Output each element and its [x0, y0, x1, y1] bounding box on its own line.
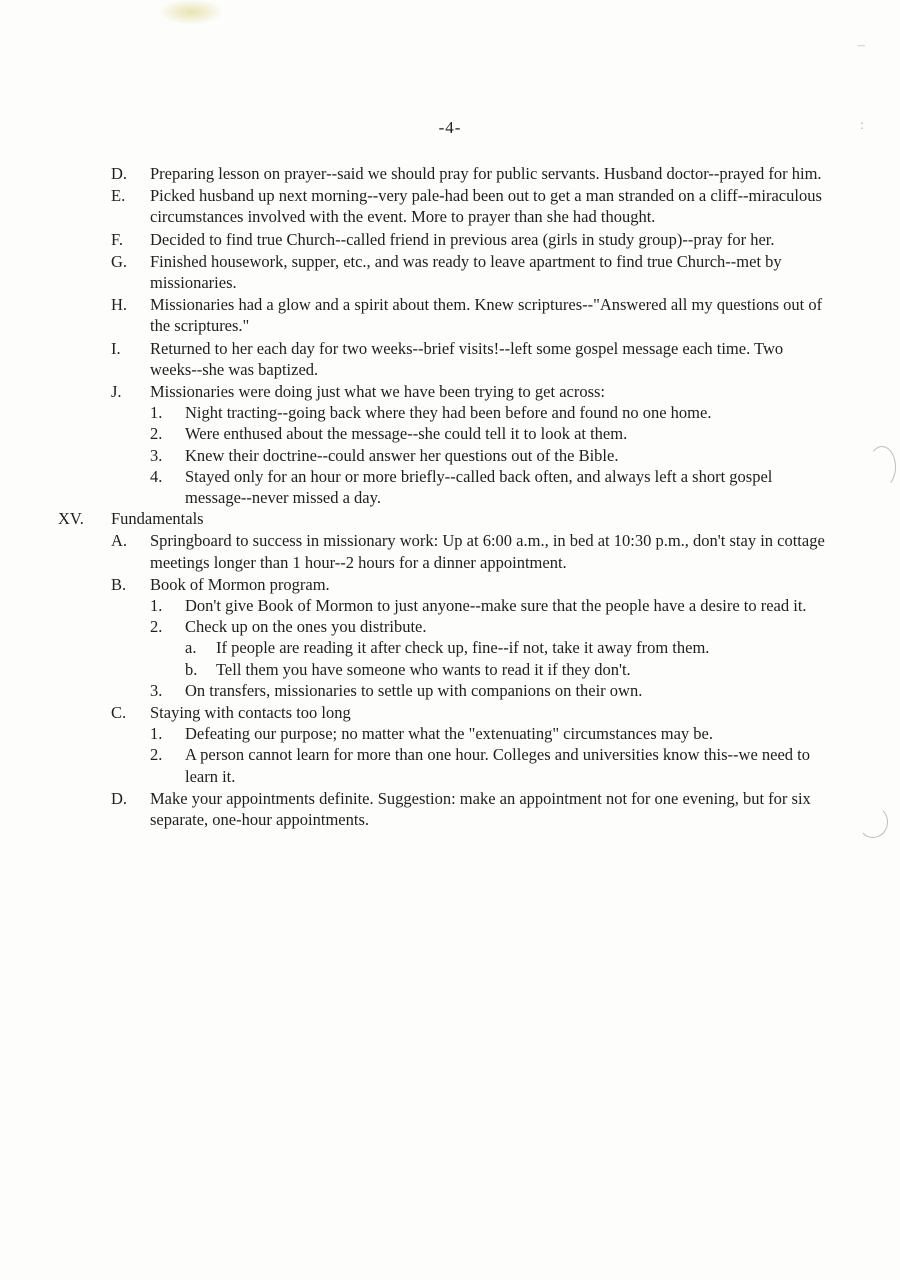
- item-label: 2.: [150, 745, 163, 765]
- outline-item: [0, 723, 900, 744]
- item-text: A person cannot learn for more than one hour. Colleges and universities know this--we need to learn it.: [185, 745, 811, 786]
- outline-item: [0, 185, 900, 227]
- outline-body: [0, 162, 900, 830]
- outline-item: [0, 466, 900, 508]
- item-label: 2.: [150, 617, 163, 637]
- item-label: H.: [111, 295, 128, 315]
- item-text: Were enthused about the message--she could tell it to look at them.: [185, 424, 628, 444]
- item-label: A.: [111, 531, 128, 551]
- outline-item: [0, 251, 900, 293]
- outline-item: [0, 423, 900, 444]
- item-label: b.: [185, 659, 198, 679]
- item-label: 3.: [150, 445, 163, 465]
- item-label: XV.: [58, 509, 84, 529]
- item-text: On transfers, missionaries to settle up with companions on their own.: [185, 680, 643, 700]
- outline-item: [0, 402, 900, 423]
- item-text: Stayed only for an hour or more briefly--called back often, and always left a short gospel message--never missed a day.: [185, 466, 773, 508]
- item-label: 1.: [150, 596, 163, 616]
- item-text: Springboard to success in missionary work: Up at 6:00 a.m., in bed at 10:30 p.m., don't stay in cottage meetings longer than 1 hour--2 hours for a dinner appointment.: [150, 531, 825, 572]
- page-number: -4-: [438, 118, 462, 137]
- item-label: F.: [111, 229, 123, 249]
- item-text: Defeating our purpose; no matter what the "extenuating" circumstances may be.: [185, 724, 713, 744]
- item-text: If people are reading it after check up, fine--if not, take it away from them.: [216, 638, 710, 658]
- paper-mark: –: [858, 38, 865, 53]
- item-label: G.: [111, 251, 128, 271]
- item-label: D.: [111, 164, 128, 183]
- item-text: Missionaries were doing just what we have been trying to get across:: [150, 382, 606, 402]
- item-text: Fundamentals: [111, 509, 204, 529]
- outline-item: [0, 637, 900, 658]
- outline-item: [0, 616, 900, 637]
- item-label: a.: [185, 638, 197, 658]
- outline-item: [0, 163, 900, 184]
- outline-item: [0, 659, 900, 680]
- outline-item: [0, 338, 900, 380]
- item-text: Staying with contacts too long: [150, 703, 351, 723]
- item-text: Tell them you have someone who wants to read it if they don't.: [216, 659, 631, 679]
- item-text: Night tracting--going back where they had been before and found no one home.: [185, 403, 712, 423]
- item-label: 1.: [150, 724, 163, 744]
- item-label: 1.: [150, 403, 163, 423]
- item-label: 2.: [150, 424, 163, 444]
- outline-item: [0, 680, 900, 701]
- outline-item: [0, 595, 900, 616]
- item-text: Don't give Book of Mormon to just anyone--make sure that the people have a desire to read it.: [185, 596, 807, 616]
- section-heading: [0, 508, 900, 529]
- item-text: Finished housework, supper, etc., and was ready to leave apartment to find true Church--met by missionaries.: [150, 251, 782, 293]
- item-text: Returned to her each day for two weeks--brief visits!--left some gospel message each time. Two weeks--she was baptized.: [150, 338, 784, 379]
- outline-item: [0, 574, 900, 595]
- item-label: 3.: [150, 680, 163, 700]
- item-label: C.: [111, 703, 127, 723]
- item-label: D.: [111, 788, 128, 808]
- item-text: Check up on the ones you distribute.: [185, 617, 427, 637]
- outline-item: [0, 229, 900, 250]
- item-text: Preparing lesson on prayer--said we should pray for public servants. Husband doctor--prayed for him.: [150, 164, 822, 183]
- outline-item: [0, 788, 900, 830]
- paper-stain: [160, 0, 222, 24]
- item-label: I.: [111, 338, 121, 358]
- outline-item: [0, 381, 900, 402]
- outline-item: [0, 294, 900, 336]
- outline-item: [0, 530, 900, 572]
- item-label: J.: [111, 382, 122, 402]
- item-label: 4.: [150, 466, 163, 486]
- outline-item: [0, 744, 900, 786]
- paper-mark: :: [860, 118, 864, 133]
- item-text: Picked husband up next morning--very pale-had been out to get a man stranded on a cliff--miraculous circumstances involved with the event. More to prayer than she had thought.: [150, 186, 822, 227]
- outline-item: [0, 445, 900, 466]
- item-text: Decided to find true Church--called friend in previous area (girls in study group)--pray for her.: [150, 229, 775, 249]
- item-text: Missionaries had a glow and a spirit about them. Knew scriptures--"Answered all my questions out of the scriptures.": [150, 295, 823, 336]
- item-label: E.: [111, 186, 126, 206]
- item-text: Make your appointments definite. Suggestion: make an appointment not for one evening, but for six separate, one-hour appointments.: [150, 788, 811, 830]
- item-label: B.: [111, 574, 127, 594]
- item-text: Book of Mormon program.: [150, 574, 330, 594]
- outline-item: [0, 702, 900, 723]
- item-text: Knew their doctrine--could answer her questions out of the Bible.: [185, 445, 619, 465]
